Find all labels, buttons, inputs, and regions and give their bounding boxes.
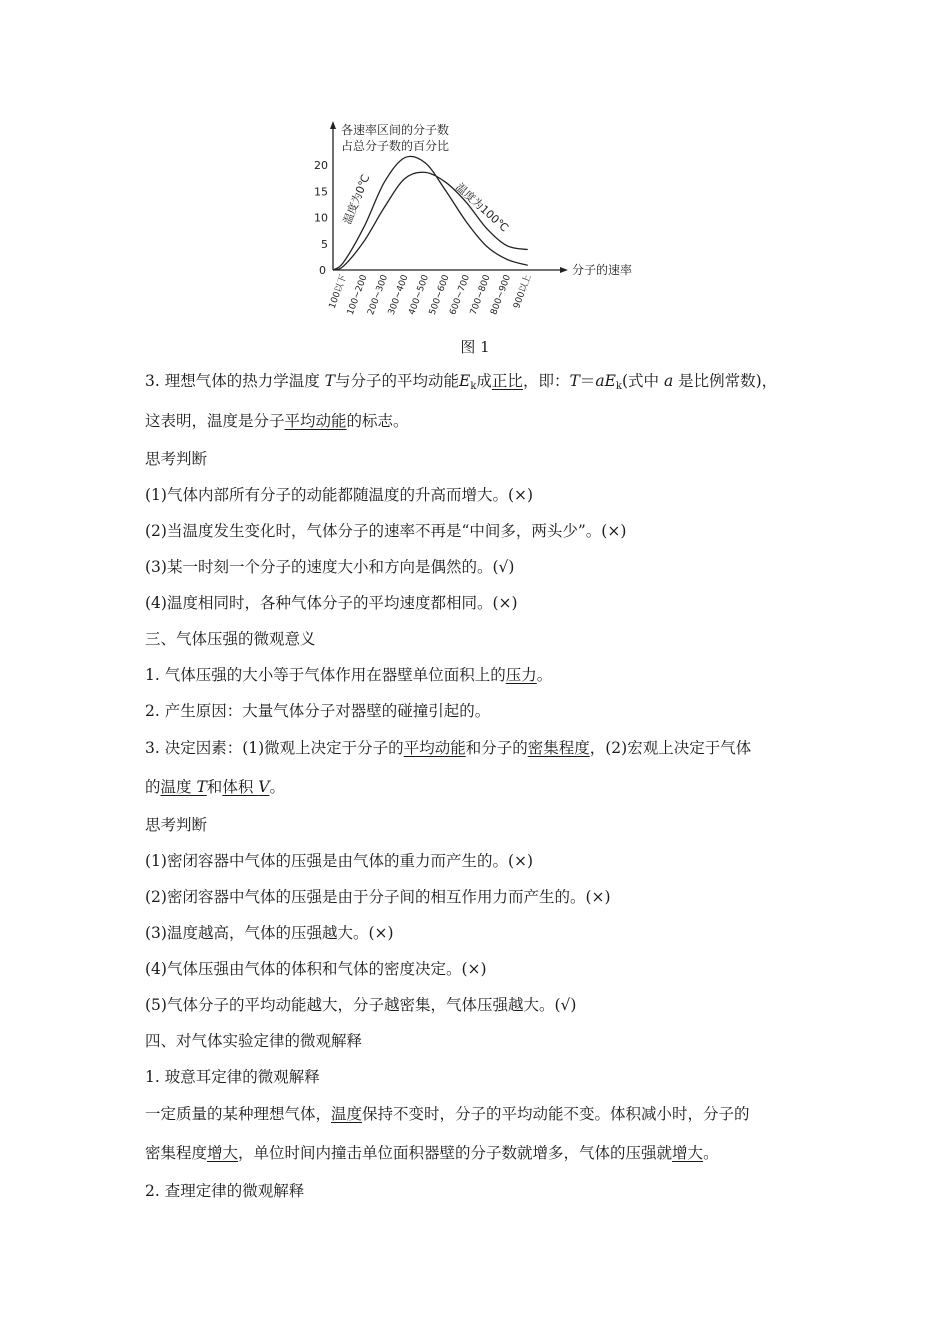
y-axis-label-line1: 各速率区间的分子数 [341,123,450,137]
x-tick-label-6: 600~700 [448,273,473,317]
think2-item-2: (2)密闭容器中气体的压强是由于分子间的相互作用力而产生的。(×) [145,888,611,906]
x-tick-label-4: 400~500 [407,273,432,317]
origin-label: 0 [319,264,326,277]
p3c-text-b: 的标志。 [346,412,409,430]
x-tick-label-2: 200~300 [366,273,391,317]
p3-var-E: E [459,372,471,390]
s3p1-underline-force: 压力 [505,666,537,684]
s4p1-underline-temperature: 温度 [331,1105,363,1123]
p3-text-c: 成 [476,372,492,390]
y-ticks [314,159,328,251]
p3c-text-a: 这表明，温度是分子 [145,412,285,430]
x-axis-label: 分子的速率 [572,263,633,277]
y-tick-label-1: 10 [314,211,328,225]
section-4-title: 四、对气体实验定律的微观解释 [145,1032,363,1050]
figure-caption: 图 1 [460,338,490,356]
s3p3c-underline-temperature [161,778,207,796]
p3-sub-k2: k [615,381,622,392]
s4p1-text-a: 一定质量的某种理想气体， [145,1105,332,1123]
s3p1-text-b: 。 [536,666,553,684]
x-tick-label-9: 900以上 [512,273,534,311]
p3-text-b: 与分子的平均动能 [335,372,460,390]
s4-paragraph-1 [145,1104,750,1124]
s4p1c-text-c: 。 [703,1144,719,1162]
p3-text-d: ，即： [522,372,570,390]
think1-item-3: (3)某一时刻一个分子的速度大小和方向是偶然的。(√) [145,558,515,576]
x-tick-label-8: 800~900 [489,273,514,317]
think1-item-4: (4)温度相同时，各种气体分子的平均速度都相同。(×) [145,594,518,612]
x-tick-label-5: 500~600 [427,273,452,317]
think2-item-5: (5)气体分子的平均动能越大，分子越密集，气体压强越大。(√) [145,996,577,1014]
p3-sub-k: k [470,381,477,392]
p3-equals: ＝ [579,372,596,390]
x-tick-label-7: 700~800 [468,273,493,317]
s3p3-underline-density: 密集程度 [527,739,590,757]
p3-text-f: 是比例常数)， [673,372,778,390]
s4p1c-underline-increase-2: 增大 [672,1144,704,1162]
x-axis-arrow [560,267,568,273]
s4-heading-1: 1. 玻意耳定律的微观解释 [145,1068,320,1086]
s4-paragraph-1-continued [145,1143,719,1163]
think-title-1: 思考判断 [145,450,208,468]
s3p3c-text-c: 。 [269,778,285,796]
p3-var-E2: E [604,372,616,390]
p3-var-a2: a [663,372,674,390]
p3-var-a: a [595,372,605,390]
p3-text-a: 3. 理想气体的热力学温度 [145,372,325,390]
s3-paragraph-3 [145,738,751,758]
series-label-0c: 温度为0℃ [340,172,373,227]
s3p3-text-c: ，(2)宏观上决定于气体 [589,739,752,757]
s3p3-text-b: 和分子的 [465,739,528,757]
p3c-underline-avg-ke: 平均动能 [284,412,347,430]
series-label-100c: 温度为100℃ [452,180,512,235]
think-title-2: 思考判断 [145,816,208,834]
s3p1-text-a: 1. 气体压强的大小等于气体作用在器壁单位面积上的 [145,666,506,684]
y-axis-label-line2: 占总分子数的百分比 [341,139,450,153]
s4p1c-text-a: 密集程度 [145,1144,208,1162]
s3p3c-vol-word: 体积 [222,778,259,796]
section-3-title: 三、气体压强的微观意义 [145,630,316,648]
think2-item-4: (4)气体压强由气体的体积和气体的密度决定。(×) [145,960,487,978]
speed-distribution-chart [300,112,660,350]
y-tick-label-3: 20 [314,159,328,172]
s3p3c-var-V: V [258,778,270,796]
s3p3c-text-a: 的 [145,778,161,796]
y-axis-arrow [330,121,336,129]
s4-heading-2: 2. 查理定律的微观解释 [145,1182,305,1200]
think1-item-2: (2)当温度发生变化时，气体分子的速率不再是“中间多，两头少”。(×) [145,522,627,540]
s4p1-text-b: 保持不变时，分子的平均动能不变。体积减小时，分子的 [362,1105,750,1123]
y-tick-label-0: 5 [321,237,328,251]
s3p3c-text-b: 和 [206,778,223,796]
think2-item-3: (3)温度越高，气体的压强越大。(×) [145,924,394,942]
y-tick-label-2: 15 [314,185,328,199]
think2-item-1: (1)密闭容器中气体的压强是由气体的重力而产生的。(×) [145,852,534,870]
paragraph-3 [145,371,777,397]
p3-text-e: (式中 [621,372,664,390]
p3-var-T: T [324,372,335,390]
s3p3c-temp-word: 温度 [160,778,197,796]
s3-paragraph-1 [145,665,552,685]
p3-var-T2: T [569,372,580,390]
x-tick-label-0: 100以下 [327,273,350,311]
s4p1c-underline-increase-1: 增大 [207,1144,239,1162]
s3p3-underline-avg-ke: 平均动能 [403,739,466,757]
s3p3c-underline-volume [222,778,269,796]
x-tick-label-1: 100~200 [345,273,370,317]
paragraph-3-continued [145,411,409,431]
p3-underline-proportional: 正比 [491,372,523,390]
s3-paragraph-3-continued [145,777,285,797]
s4p1c-text-b: ，单位时间内撞击单位面积器壁的分子数就增多，气体的压强就 [238,1144,673,1162]
s3p3-text-a: 3. 决定因素：(1)微观上决定于分子的 [145,739,404,757]
x-tick-label-3: 300~400 [386,273,411,317]
s3-paragraph-2: 2. 产生原因：大量气体分子对器壁的碰撞引起的。 [145,702,491,720]
x-ticks [327,273,534,316]
s3p3c-var-T: T [196,778,207,796]
think1-item-1: (1)气体内部所有分子的动能都随温度的升高而增大。(×) [145,486,534,504]
